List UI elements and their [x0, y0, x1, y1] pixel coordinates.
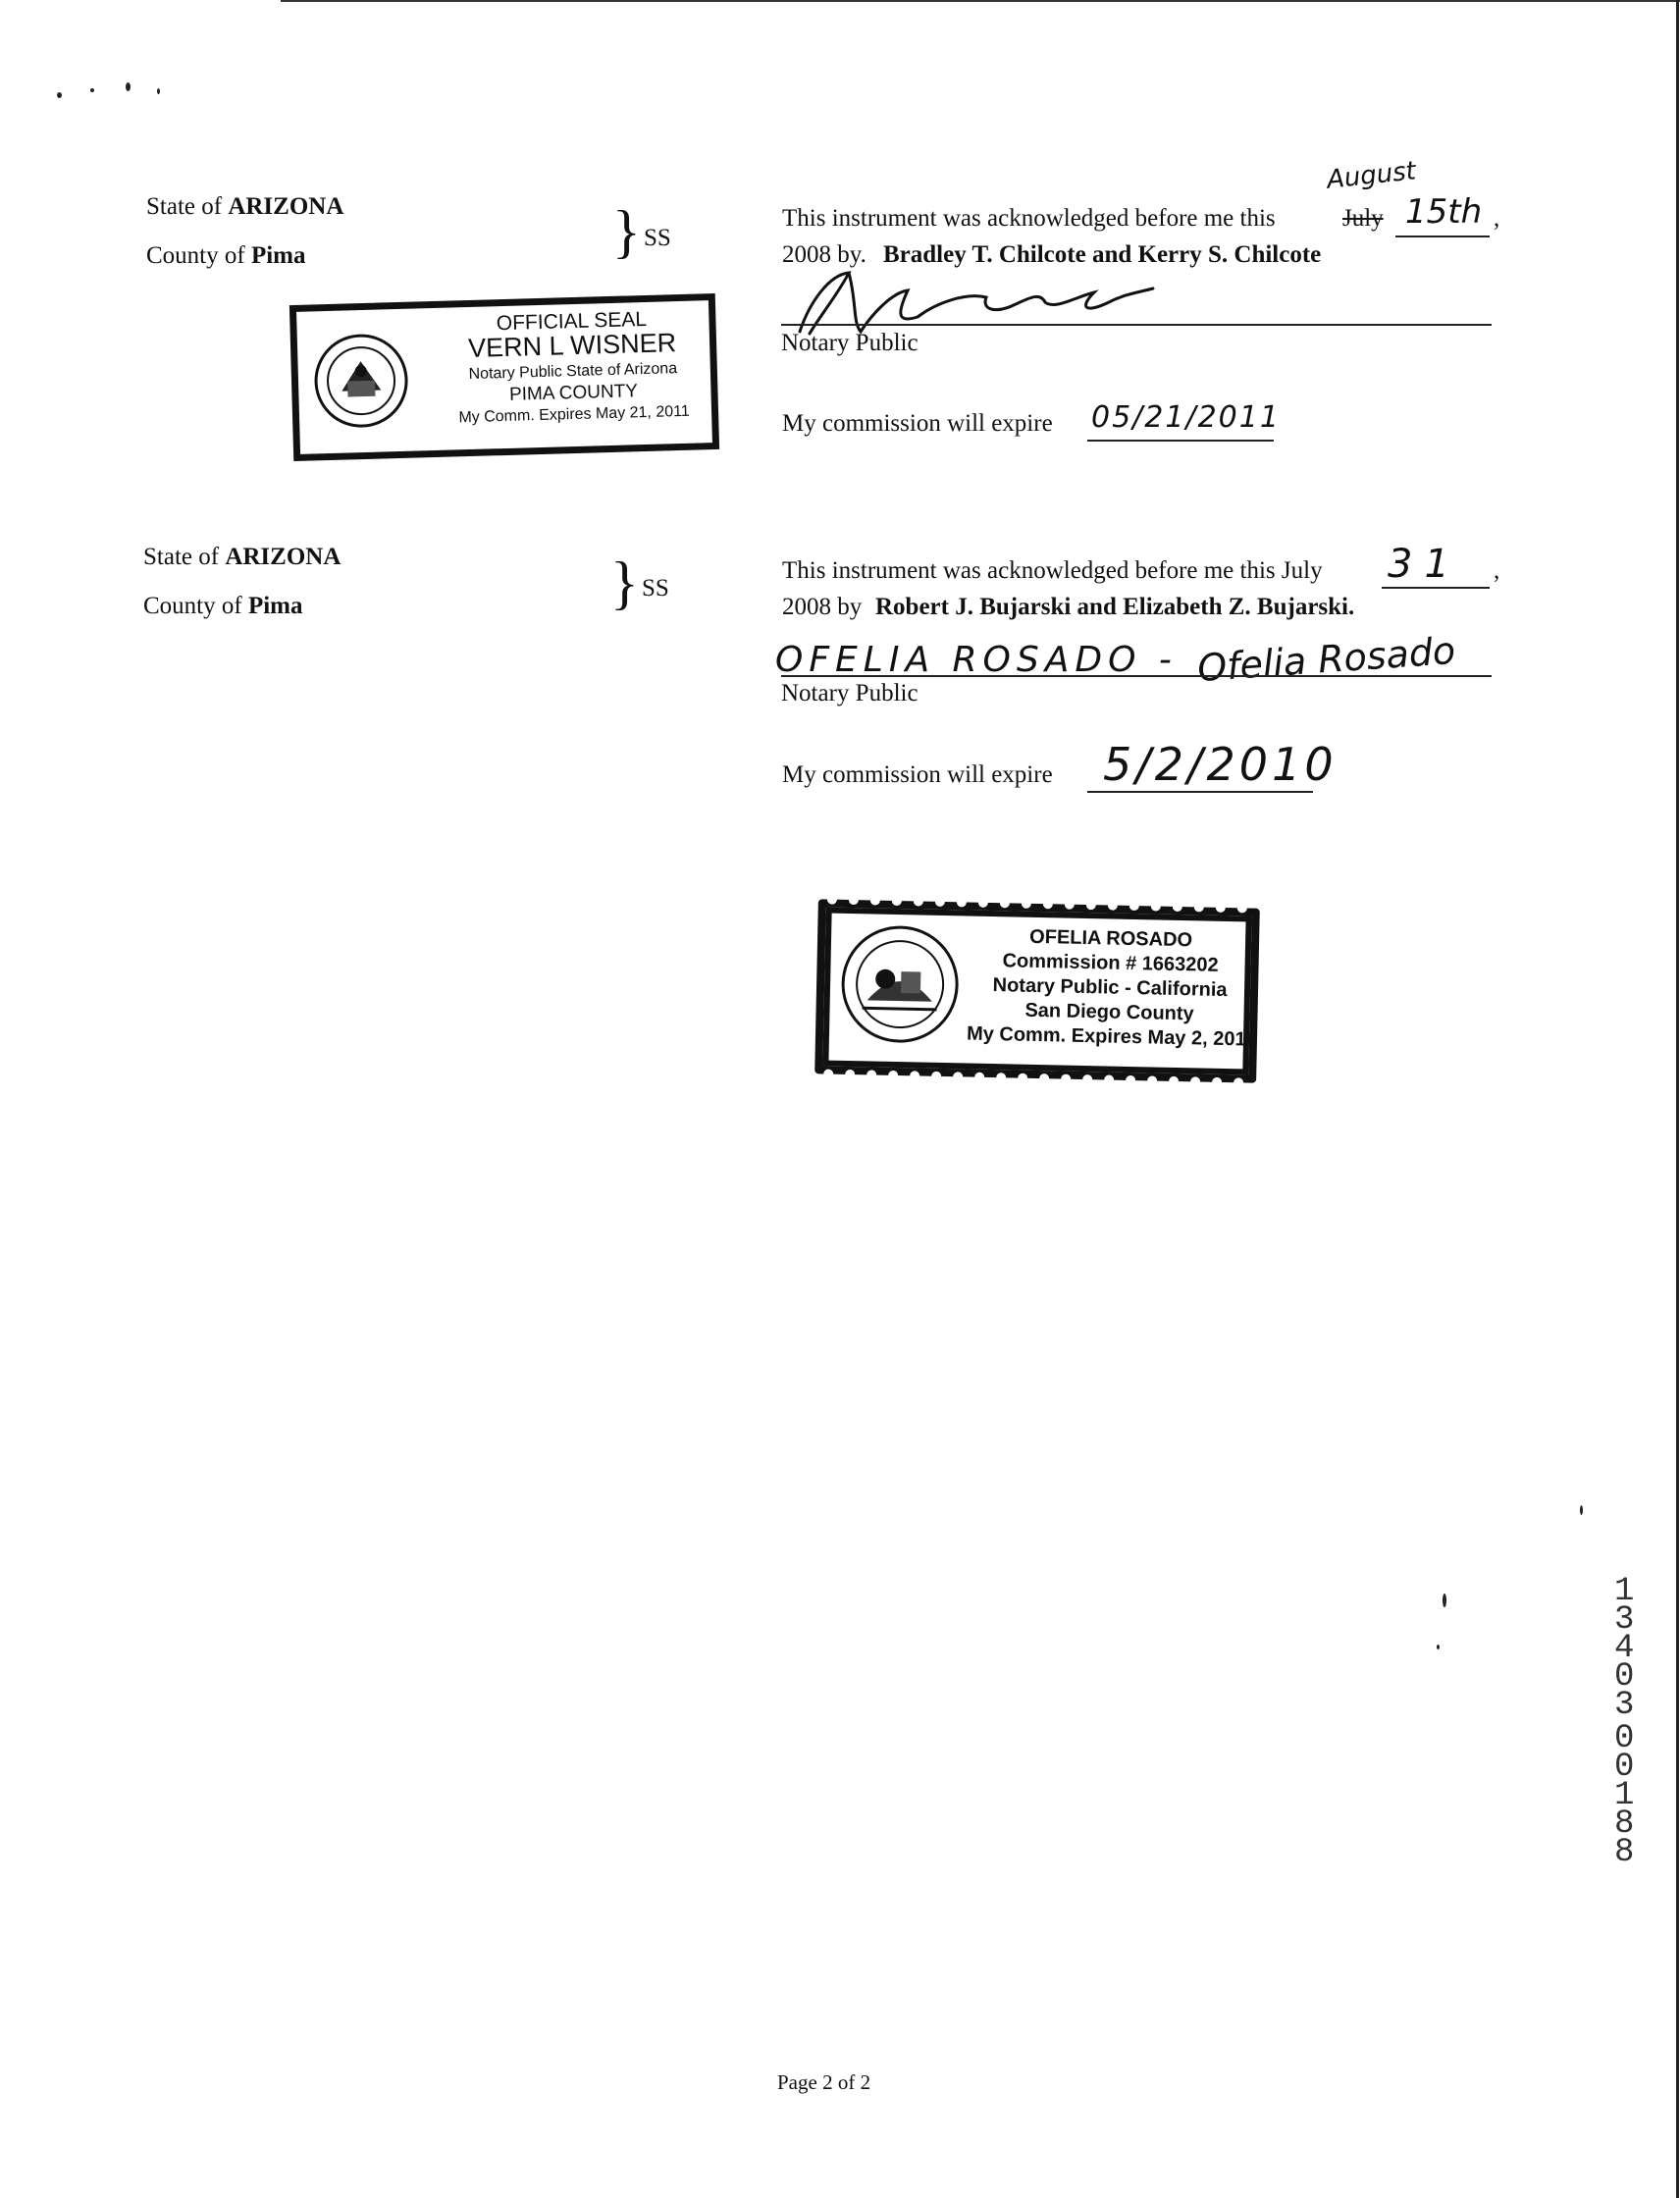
scan-speck — [1437, 1645, 1440, 1649]
margin-number-part2: 00188 — [1614, 1720, 1635, 1871]
county-name: Pima — [247, 593, 303, 619]
scan-speck — [157, 88, 160, 94]
notary-name-print: OFELIA ROSADO - — [775, 640, 1178, 680]
county-line-2 — [143, 592, 303, 621]
day-underline — [1382, 587, 1490, 589]
scan-speck — [57, 92, 62, 98]
handwritten-day: 31 — [1388, 542, 1461, 587]
signers: Bradley T. Chilcote and Kerry S. Chilcote — [883, 241, 1322, 268]
scan-speck — [90, 88, 94, 92]
seal-line2: VERN L WISNER — [467, 328, 677, 364]
brace: } — [612, 199, 641, 264]
margin-recording-number-part2 — [1609, 1720, 1639, 1871]
state-name: ARIZONA — [225, 544, 341, 570]
notary-line — [781, 675, 1492, 677]
margin-recording-number-part1 — [1609, 1573, 1639, 1724]
notary-label: Notary Public — [781, 330, 919, 356]
scan-speck — [1443, 1594, 1446, 1607]
ack-text: This instrument was acknowledged before me this — [782, 205, 1276, 232]
day-underline — [1395, 236, 1490, 237]
expire-label: My commission will expire — [782, 410, 1053, 437]
handwritten-month: August — [1325, 156, 1418, 195]
seal-line1: OFFICIAL SEAL — [496, 307, 648, 336]
expire-value: 05/21/2011 — [1091, 400, 1281, 435]
notary-line — [781, 324, 1492, 326]
california-seal-icon — [837, 921, 964, 1048]
california-notary-stamp — [809, 893, 1266, 1089]
ack-text: This instrument was acknowledged before me this July — [782, 557, 1323, 584]
state-line — [146, 192, 343, 222]
seal-line5: My Comm. Expires May 21, 2011 — [458, 402, 690, 427]
stamp-line5: My Comm. Expires May 2, 2010 — [966, 1022, 1257, 1051]
notary-label: Notary Public — [781, 680, 919, 706]
county-prefix: County of — [143, 593, 242, 619]
comma: , — [1494, 205, 1500, 232]
state-line-2 — [143, 543, 341, 572]
seal-line4: PIMA COUNTY — [508, 381, 639, 405]
expire-underline — [1087, 440, 1274, 442]
struck-month: July — [1342, 205, 1384, 232]
county-name: Pima — [250, 242, 306, 269]
state-prefix: State of — [143, 544, 220, 570]
stamp-line3: Notary Public - California — [992, 974, 1228, 1002]
arizona-seal-icon — [311, 331, 412, 432]
stamp-line1: OFELIA ROSADO — [1028, 925, 1193, 952]
venue-ss: SS — [644, 225, 671, 251]
stamp-line2: Commission # 1663202 — [1002, 950, 1219, 976]
brace: } — [610, 550, 639, 615]
page-number: Page 2 of 2 — [777, 2070, 871, 2094]
scan-speck — [1580, 1505, 1583, 1515]
county-prefix: County of — [146, 242, 245, 269]
notary-signature: Ofelia Rosado — [1195, 628, 1457, 691]
margin-number-part1: 13403 — [1614, 1573, 1635, 1724]
comma: , — [1494, 557, 1500, 584]
scan-right-border — [1676, 0, 1679, 2198]
seal-line3: Notary Public State of Arizona — [468, 360, 678, 384]
year-by: 2008 by. — [782, 241, 866, 268]
official-seal-stamp — [289, 293, 719, 461]
expire-value: 5/2/2010 — [1103, 738, 1338, 791]
state-prefix: State of — [146, 193, 223, 220]
scan-top-border — [281, 0, 1680, 2]
scan-speck — [126, 82, 131, 91]
venue-ss: SS — [642, 575, 669, 602]
handwritten-day: 15th — [1405, 192, 1483, 232]
stamp-line4: San Diego County — [1024, 999, 1194, 1025]
expire-label: My commission will expire — [782, 761, 1053, 788]
state-name: ARIZONA — [228, 193, 344, 220]
stamp-inner — [822, 907, 1257, 1074]
signers: Robert J. Bujarski and Elizabeth Z. Bujarski. — [875, 594, 1355, 620]
year-by: 2008 by — [782, 594, 863, 620]
county-line — [146, 241, 306, 271]
expire-underline — [1087, 791, 1313, 793]
